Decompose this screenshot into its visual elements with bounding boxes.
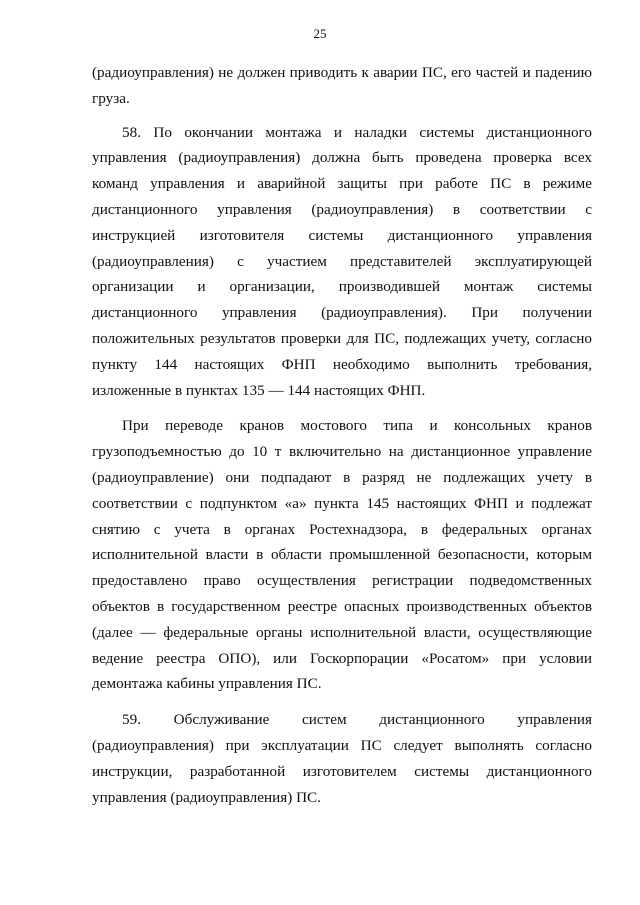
paragraph-continuation: (радиоуправления) не должен приводить к аварии ПС, его частей и падению груза. <box>92 64 592 107</box>
page-number: 25 <box>313 26 327 41</box>
paragraph-58: 58. По окончании монтажа и наладки системы дистанционного управления (радиоуправления) должна быть проведена проверка всех команд управления и аварийной защиты при работе ПС в режиме дистанционного управления (радиоуправления) в соответствии с инструкцией изготовителя системы дистанционного управления (радиоуправления) с участием представителей эксплуатирующей организации и организации, производившей монтаж системы дистанционного управления (радиоуправления). При получении положительных результатов проверки для ПС, подлежащих учету, согласно пункту 144 настоящих ФНП необходимо выполнить требования, изложенные в пунктах 135 — 144 настоящих ФНП. <box>92 123 592 399</box>
paragraph-59: 59. Обслуживание систем дистанционного управления (радиоуправления) при эксплуатации ПС следует выполнять согласно инструкции, разработанной изготовителем системы дистанционного управления (радиоуправления) ПС. <box>92 711 592 806</box>
body-text <box>92 60 592 810</box>
paragraph-crane-transfer: При переводе кранов мостового типа и консольных кранов грузоподъемностью до 10 т включительно на дистанционное управление (радиоуправление) они подпадают в разряд не подлежащих учету в соответствии с подпунктом «а» пункта 145 настоящих ФНП и подлежат снятию с учета в органах Ростехнадзора, в федеральных органах исполнительной власти в области промышленной безопасности, которым предоставлено право осуществления регистрации подведомственных объектов в государственном реестре опасных производственных объектов (далее — федеральные органы исполнительной власти, осуществляющие ведение реестра ОПО), или Госкорпорации «Росатом» при условии демонтажа кабины управления ПС. <box>92 417 592 693</box>
